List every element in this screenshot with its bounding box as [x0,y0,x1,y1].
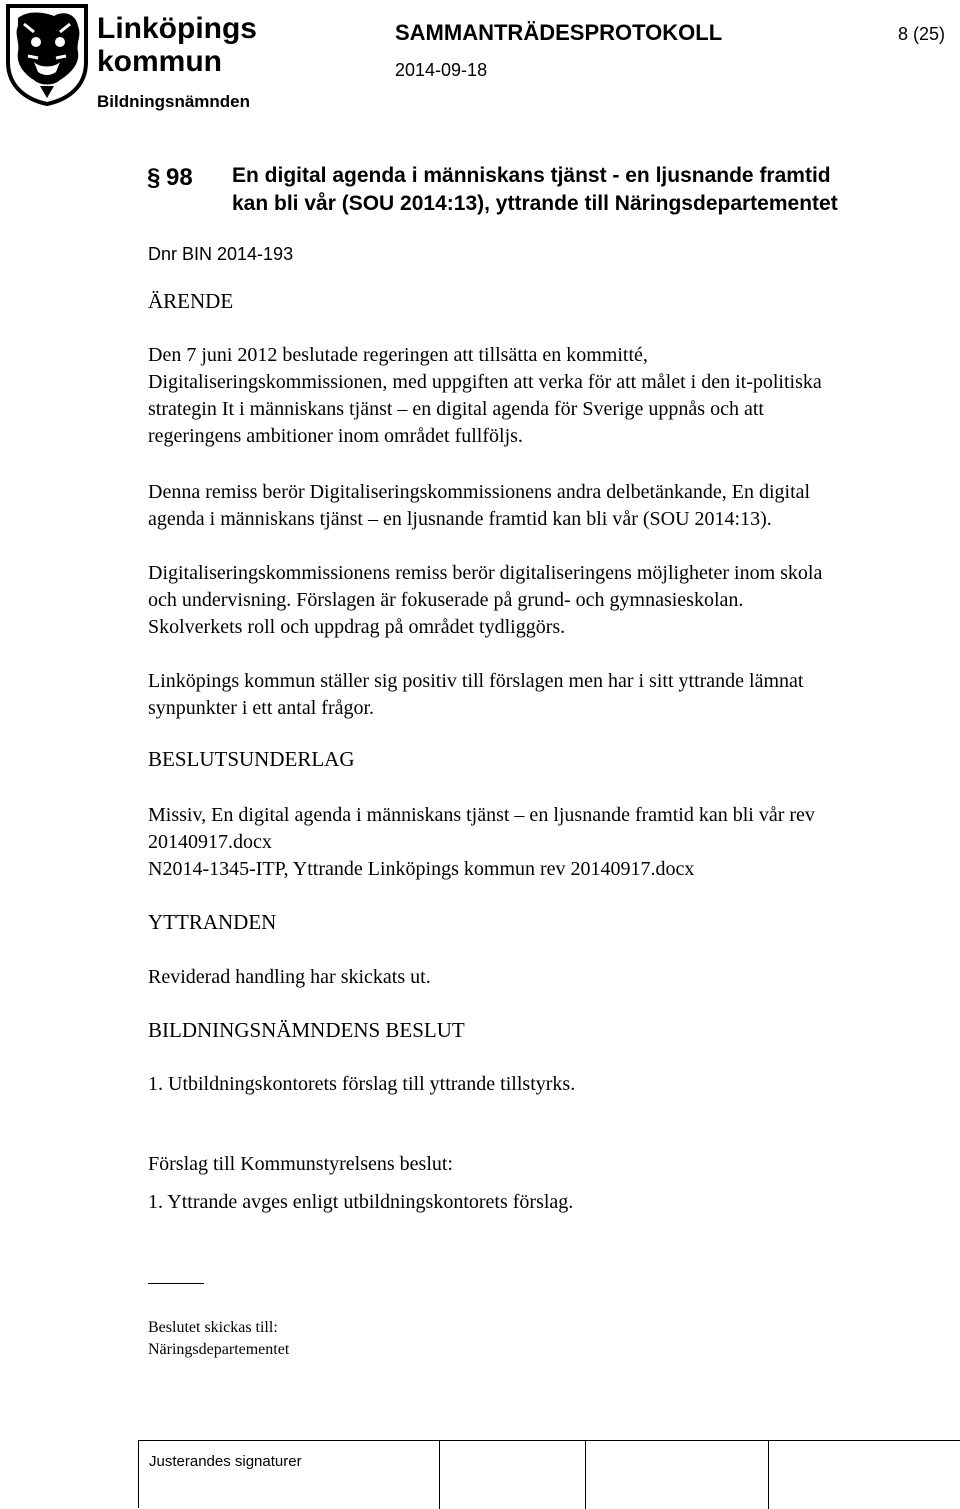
text-line: strategin It i människans tjänst – en digital agenda för Sverige uppnås och att [148,398,764,420]
yttranden-heading: YTTRANDEN [148,910,277,934]
org-name-line2: kommun [97,45,223,78]
document-reference: 20140917.docx [148,831,272,853]
text-line: regeringens ambitioner inom området fullföljs. [148,425,523,447]
signature-cell [139,1441,440,1509]
text-line: Den 7 juni 2012 beslutade regeringen att tillsätta en kommitté, [148,344,648,366]
proposal-heading [148,1151,453,1178]
section-mark: § [147,164,161,191]
lion-crest-icon [4,2,90,106]
section-title-line1: En digital agenda i människans tjänst - en ljusnande framtid [232,164,831,187]
page-number: 8 (25) [898,24,946,44]
text-line: Förslag till Kommunstyrelsens beslut: [148,1153,453,1175]
text-line: Linköpings kommun ställer sig positiv till förslagen men har i sitt yttrande lämnat [148,670,804,692]
signature-cell [440,1441,586,1509]
document-date: 2014-09-18 [395,60,488,80]
beslutsunderlag-list [148,802,815,883]
signature-table [138,1440,960,1508]
proposal-item-1 [148,1189,573,1216]
text-line: Skolverkets roll och uppdrag på området tydliggörs. [148,616,566,638]
sent-to-recipient: Näringsdepartementet [148,1341,290,1358]
document-type: SAMMANTRÄDESPROTOKOLL [395,20,723,45]
sent-to-label: Beslutet skickas till: [148,1319,278,1336]
signature-label: Justerandes signaturer [149,1453,302,1470]
arende-paragraph-4 [148,668,803,722]
document-reference: Missiv, En digital agenda i människans tjänst – en ljusnande framtid kan bli vår rev [148,804,815,826]
yttranden-text [148,964,431,991]
section-number: 98 [166,164,193,191]
text-line: Reviderad handling har skickats ut. [148,966,431,988]
signature-cell [586,1441,769,1509]
text-line: 1. Utbildningskontorets förslag till yttrande tillstyrks. [148,1073,576,1095]
text-line: synpunkter i ett antal frågor. [148,697,375,719]
arende-paragraph-2 [148,479,810,533]
beslut-item-1 [148,1071,575,1098]
arende-paragraph-1 [148,342,822,450]
beslutsunderlag-heading: BESLUTSUNDERLAG [148,747,355,771]
text-line: Digitaliseringskommissionens remiss berör digitaliseringens möjligheter inom skola [148,562,823,584]
footer-divider [148,1283,204,1284]
signature-cell [769,1441,960,1509]
text-line: Digitaliseringskommissionen, med uppgiften att verka för att målet i den it-politiska [148,371,822,393]
text-line: Denna remiss berör Digitaliseringskommissionens andra delbetänkande, En digital [148,481,811,503]
document-reference: N2014-1345-ITP, Yttrande Linköpings kommun rev 20140917.docx [148,858,695,880]
org-name-line1: Linköpings [97,12,257,45]
department-name: Bildningsnämnden [97,92,250,111]
beslut-heading: BILDNINGSNÄMNDENS BESLUT [148,1018,465,1042]
text-line: agenda i människans tjänst – en ljusnande framtid kan bli vår (SOU 2014:13). [148,508,772,530]
case-number: Dnr BIN 2014-193 [148,244,294,264]
section-title-line2: kan bli vår (SOU 2014:13), yttrande till Näringsdepartementet [232,192,838,215]
text-line: 1. Yttrande avges enligt utbildningskontorets förslag. [148,1191,574,1213]
text-line: och undervisning. Förslagen är fokuserade på grund- och gymnasieskolan. [148,589,744,611]
arende-paragraph-3 [148,560,822,641]
arende-heading: ÄRENDE [148,289,234,313]
